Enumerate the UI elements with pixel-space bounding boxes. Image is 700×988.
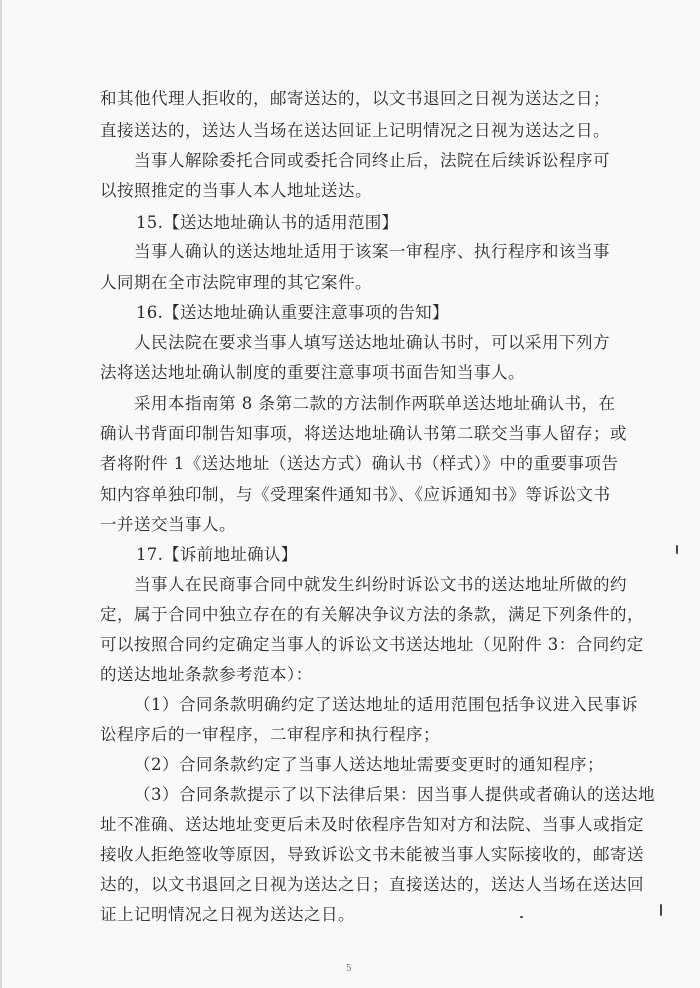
text-line: 接收人拒绝签收等原因，导致诉讼文书未能被当事人实际接收的，邮寄送 <box>100 845 644 864</box>
text-line: 采用本指南第 8 条第二款的方法制作两联单送达地址确认书，在 <box>134 394 616 413</box>
scan-speck <box>520 916 523 918</box>
text-line: 证上记明情况之日视为送达之日。 <box>100 905 355 924</box>
list-item-1: （1）合同条款明确约定了送达地址的适用范围包括争议进入民事诉 <box>134 695 638 714</box>
text-line: 人民法院在要求当事人填写送达地址确认书时，可以采用下列方 <box>134 333 610 352</box>
text-line: 定，属于合同中独立存在的有关解决争议方法的条款，满足下列条件的， <box>100 605 644 624</box>
text-line: 法将送达地址确认制度的重要注意事项书面告知当事人。 <box>100 363 525 382</box>
text-line: 址不准确、送达地址变更后未及时依程序告知对方和法院、当事人或指定 <box>100 815 644 834</box>
text-line: 以按照推定的当事人本人地址送达。 <box>100 181 372 200</box>
text-line: 知内容单独印制，与《受理案件通知书》、《应诉通知书》等诉讼文书 <box>100 485 611 504</box>
page-number: 5 <box>346 964 352 974</box>
text-line: 的送达地址条款参考范本）： <box>100 665 313 684</box>
section-heading-17: 17.【诉前地址确认】 <box>136 545 298 564</box>
list-item-2: （2）合同条款约定了当事人送达地址需要变更时的通知程序； <box>134 755 604 774</box>
text-line: 一并送交当事人。 <box>100 515 236 534</box>
text-line: 当事人解除委托合同或委托合同终止后，法院在后续诉讼程序可 <box>134 151 610 170</box>
text-line: 当事人在民商事合同中就发生纠纷时诉讼文书的送达地址所做的约 <box>134 575 627 594</box>
text-line: 讼程序后的一审程序，二审程序和执行程序； <box>100 725 440 744</box>
text-line: 直接送达的，送达人当场在送达回证上记明情况之日视为送达之日。 <box>100 121 610 140</box>
text-line: 达的，以文书退回之日视为送达之日；直接送达的，送达人当场在送达回 <box>100 875 644 894</box>
scan-speck <box>676 545 678 554</box>
section-heading-16: 16.【送达地址确认重要注意事项的告知】 <box>136 303 449 322</box>
scan-speck <box>660 904 662 916</box>
text-line: 当事人确认的送达地址适用于该案一审程序、执行程序和该当事 <box>134 242 610 261</box>
text-line: 者将附件 1《送达地址（送达方式）确认书（样式）》中的重要事项告 <box>100 454 619 473</box>
scan-edge-left <box>0 0 2 988</box>
text-line: 确认书背面印制告知事项，将送达地址确认书第二联交当事人留存；或 <box>100 424 627 443</box>
text-line: 可以按照合同约定确定当事人的诉讼文书送达地址（见附件 3：合同约定 <box>100 635 644 654</box>
text-line: 和其他代理人拒收的，邮寄送达的，以文书退回之日视为送达之日； <box>100 89 610 108</box>
section-heading-15: 15.【送达地址确认书的适用范围】 <box>136 213 399 232</box>
text-line: 人同期在全市法院审理的其它案件。 <box>100 273 372 292</box>
list-item-3: （3）合同条款提示了以下法律后果：因当事人提供或者确认的送达地 <box>134 785 655 804</box>
